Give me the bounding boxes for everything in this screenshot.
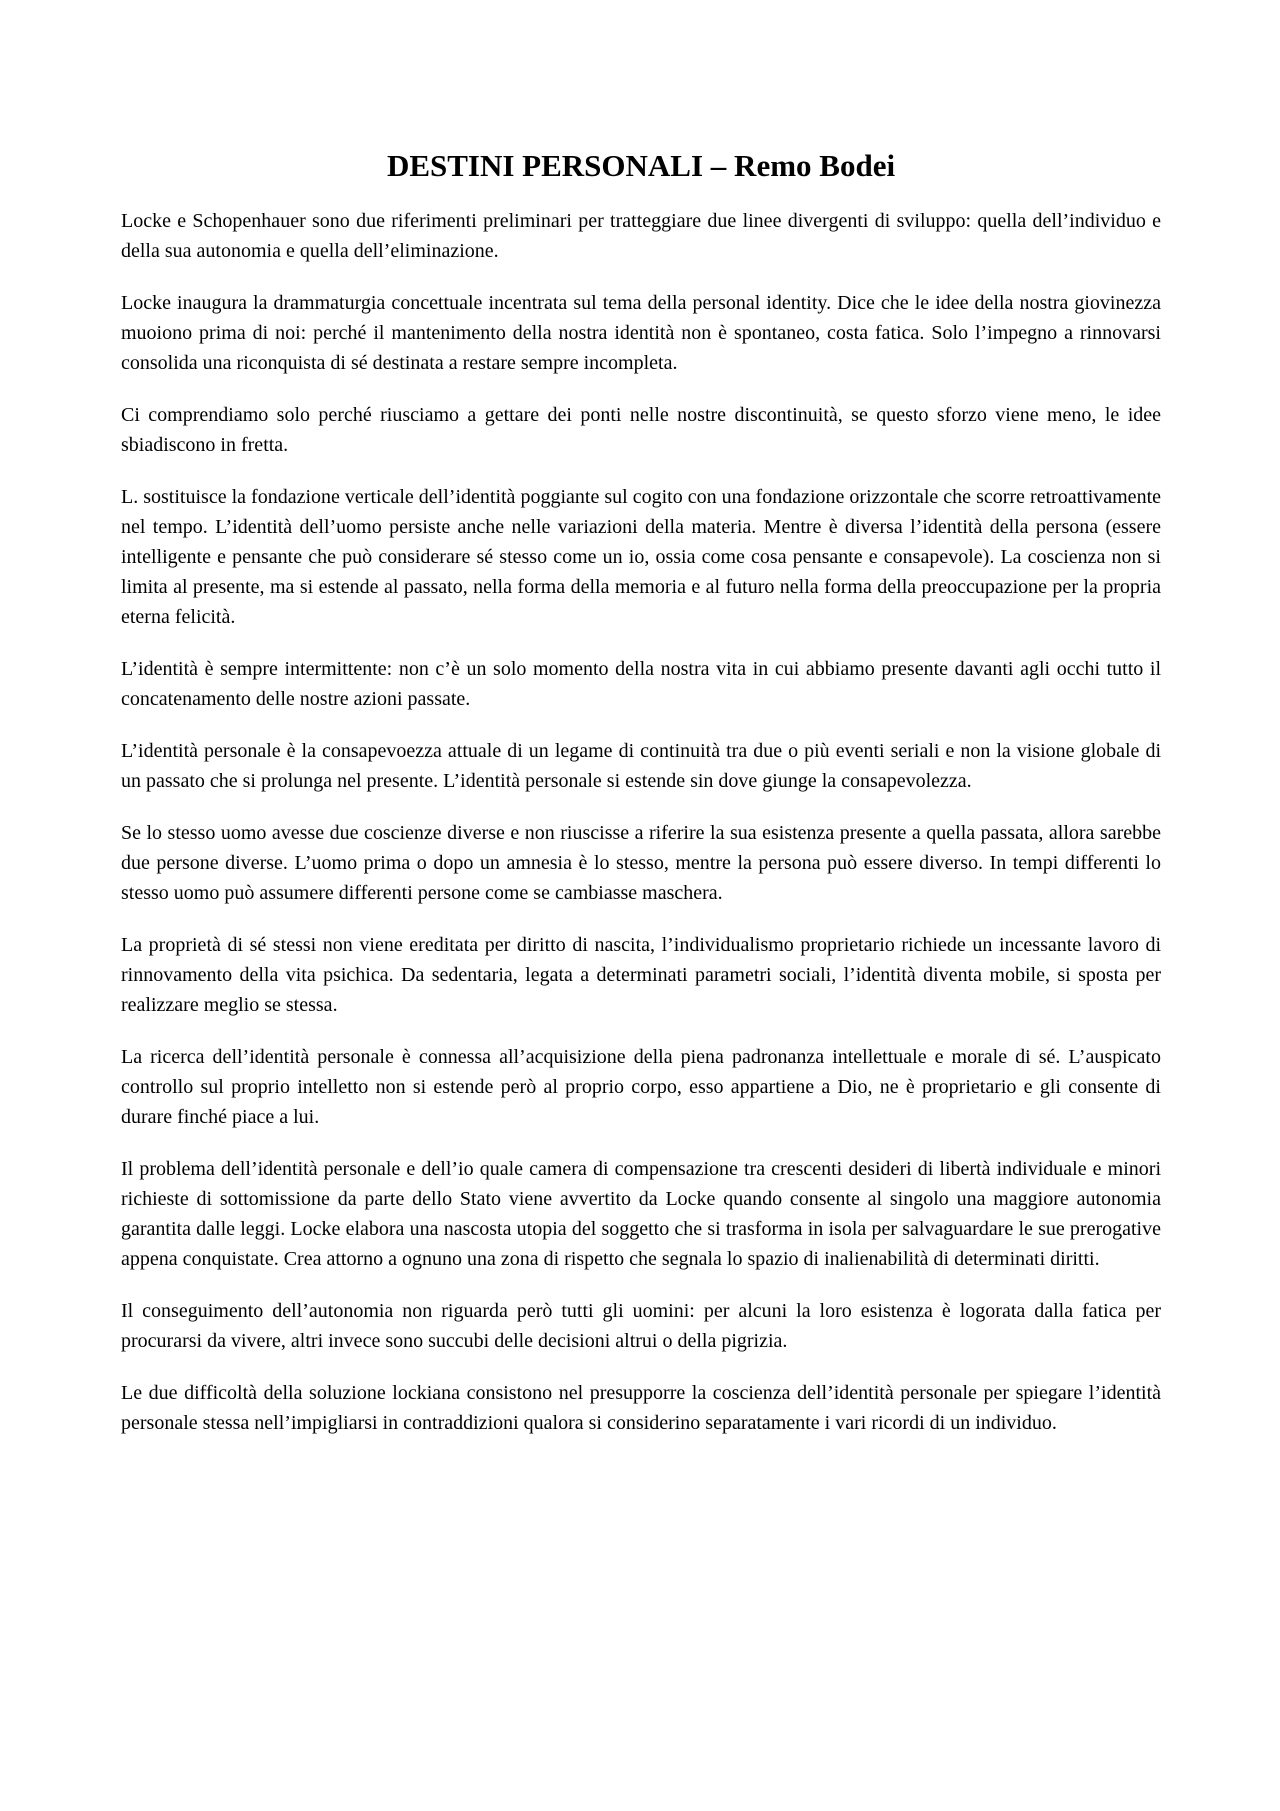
paragraph: Locke inaugura la drammaturgia concettuale incentrata sul tema della personal identity. Dice che le idee della nostra giovinezza muoiono prima di noi: perché il mantenimento della nostra identità non è spontaneo, costa fatica. Solo l’impegno a rinnovarsi consolida una riconquista di sé destinata a restare sempre incompleta. xyxy=(121,292,1161,374)
paragraph: L’identità è sempre intermittente: non c’è un solo momento della nostra vita in cui abbiamo presente davanti agli occhi tutto il concatenamento delle nostre azioni passate. xyxy=(121,658,1161,710)
paragraph: Ci comprendiamo solo perché riusciamo a gettare dei ponti nelle nostre discontinuità, se questo sforzo viene meno, le idee sbiadiscono in fretta. xyxy=(121,404,1161,456)
document-page xyxy=(121,148,1161,1460)
paragraph: Locke e Schopenhauer sono due riferimenti preliminari per tratteggiare due linee divergenti di sviluppo: quella dell’individuo e della sua autonomia e quella dell’eliminazione. xyxy=(121,210,1161,262)
paragraph: L. sostituisce la fondazione verticale dell’identità poggiante sul cogito con una fondazione orizzontale che scorre retroattivamente nel tempo. L’identità dell’uomo persiste anche nelle variazioni della materia. Mentre è diversa l’identità della persona (essere intelligente e pensante che può considerare sé stesso come un io, ossia come cosa pensante e consapevole). La coscienza non si limita al presente, ma si estende al passato, nella forma della memoria e al futuro nella forma della preoccupazione per la propria eterna felicità. xyxy=(121,486,1161,628)
paragraph: La proprietà di sé stessi non viene ereditata per diritto di nascita, l’individualismo proprietario richiede un incessante lavoro di rinnovamento della vita psichica. Da sedentaria, legata a determinati parametri sociali, l’identità diventa mobile, si sposta per realizzare meglio se stessa. xyxy=(121,934,1161,1016)
paragraph: Il problema dell’identità personale e dell’io quale camera di compensazione tra crescenti desideri di libertà individuale e minori richieste di sottomissione da parte dello Stato viene avvertito da Locke quando consente al singolo una maggiore autonomia garantita dalle leggi. Locke elabora una nascosta utopia del soggetto che si trasforma in isola per salvaguardare le sue prerogative appena conquistate. Crea attorno a ognuno una zona di rispetto che segnala lo spazio di inalienabilità di determinati diritti. xyxy=(121,1158,1161,1270)
paragraph: Il conseguimento dell’autonomia non riguarda però tutti gli uomini: per alcuni la loro esistenza è logorata dalla fatica per procurarsi da vivere, altri invece sono succubi delle decisioni altrui o della pigrizia. xyxy=(121,1300,1161,1352)
document-title: DESTINI PERSONALI – Remo Bodei xyxy=(386,148,896,183)
paragraph: Se lo stesso uomo avesse due coscienze diverse e non riuscisse a riferire la sua esistenza presente a quella passata, allora sarebbe due persone diverse. L’uomo prima o dopo un amnesia è lo stesso, mentre la persona può essere diverso. In tempi differenti lo stesso uomo può assumere differenti persone come se cambiasse maschera. xyxy=(121,822,1161,904)
paragraph: L’identità personale è la consapevoezza attuale di un legame di continuità tra due o più eventi seriali e non la visione globale di un passato che si prolunga nel presente. L’identità personale si estende sin dove giunge la consapevolezza. xyxy=(121,740,1161,792)
paragraph: La ricerca dell’identità personale è connessa all’acquisizione della piena padronanza intellettuale e morale di sé. L’auspicato controllo sul proprio intelletto non si estende però al proprio corpo, esso appartiene a Dio, ne è proprietario e gli consente di durare finché piace a lui. xyxy=(121,1046,1161,1128)
paragraph: Le due difficoltà della soluzione lockiana consistono nel presupporre la coscienza dell’identità personale per spiegare l’identità personale stessa nell’impigliarsi in contraddizioni qualora si considerino separatamente i vari ricordi di un individuo. xyxy=(121,1382,1161,1434)
